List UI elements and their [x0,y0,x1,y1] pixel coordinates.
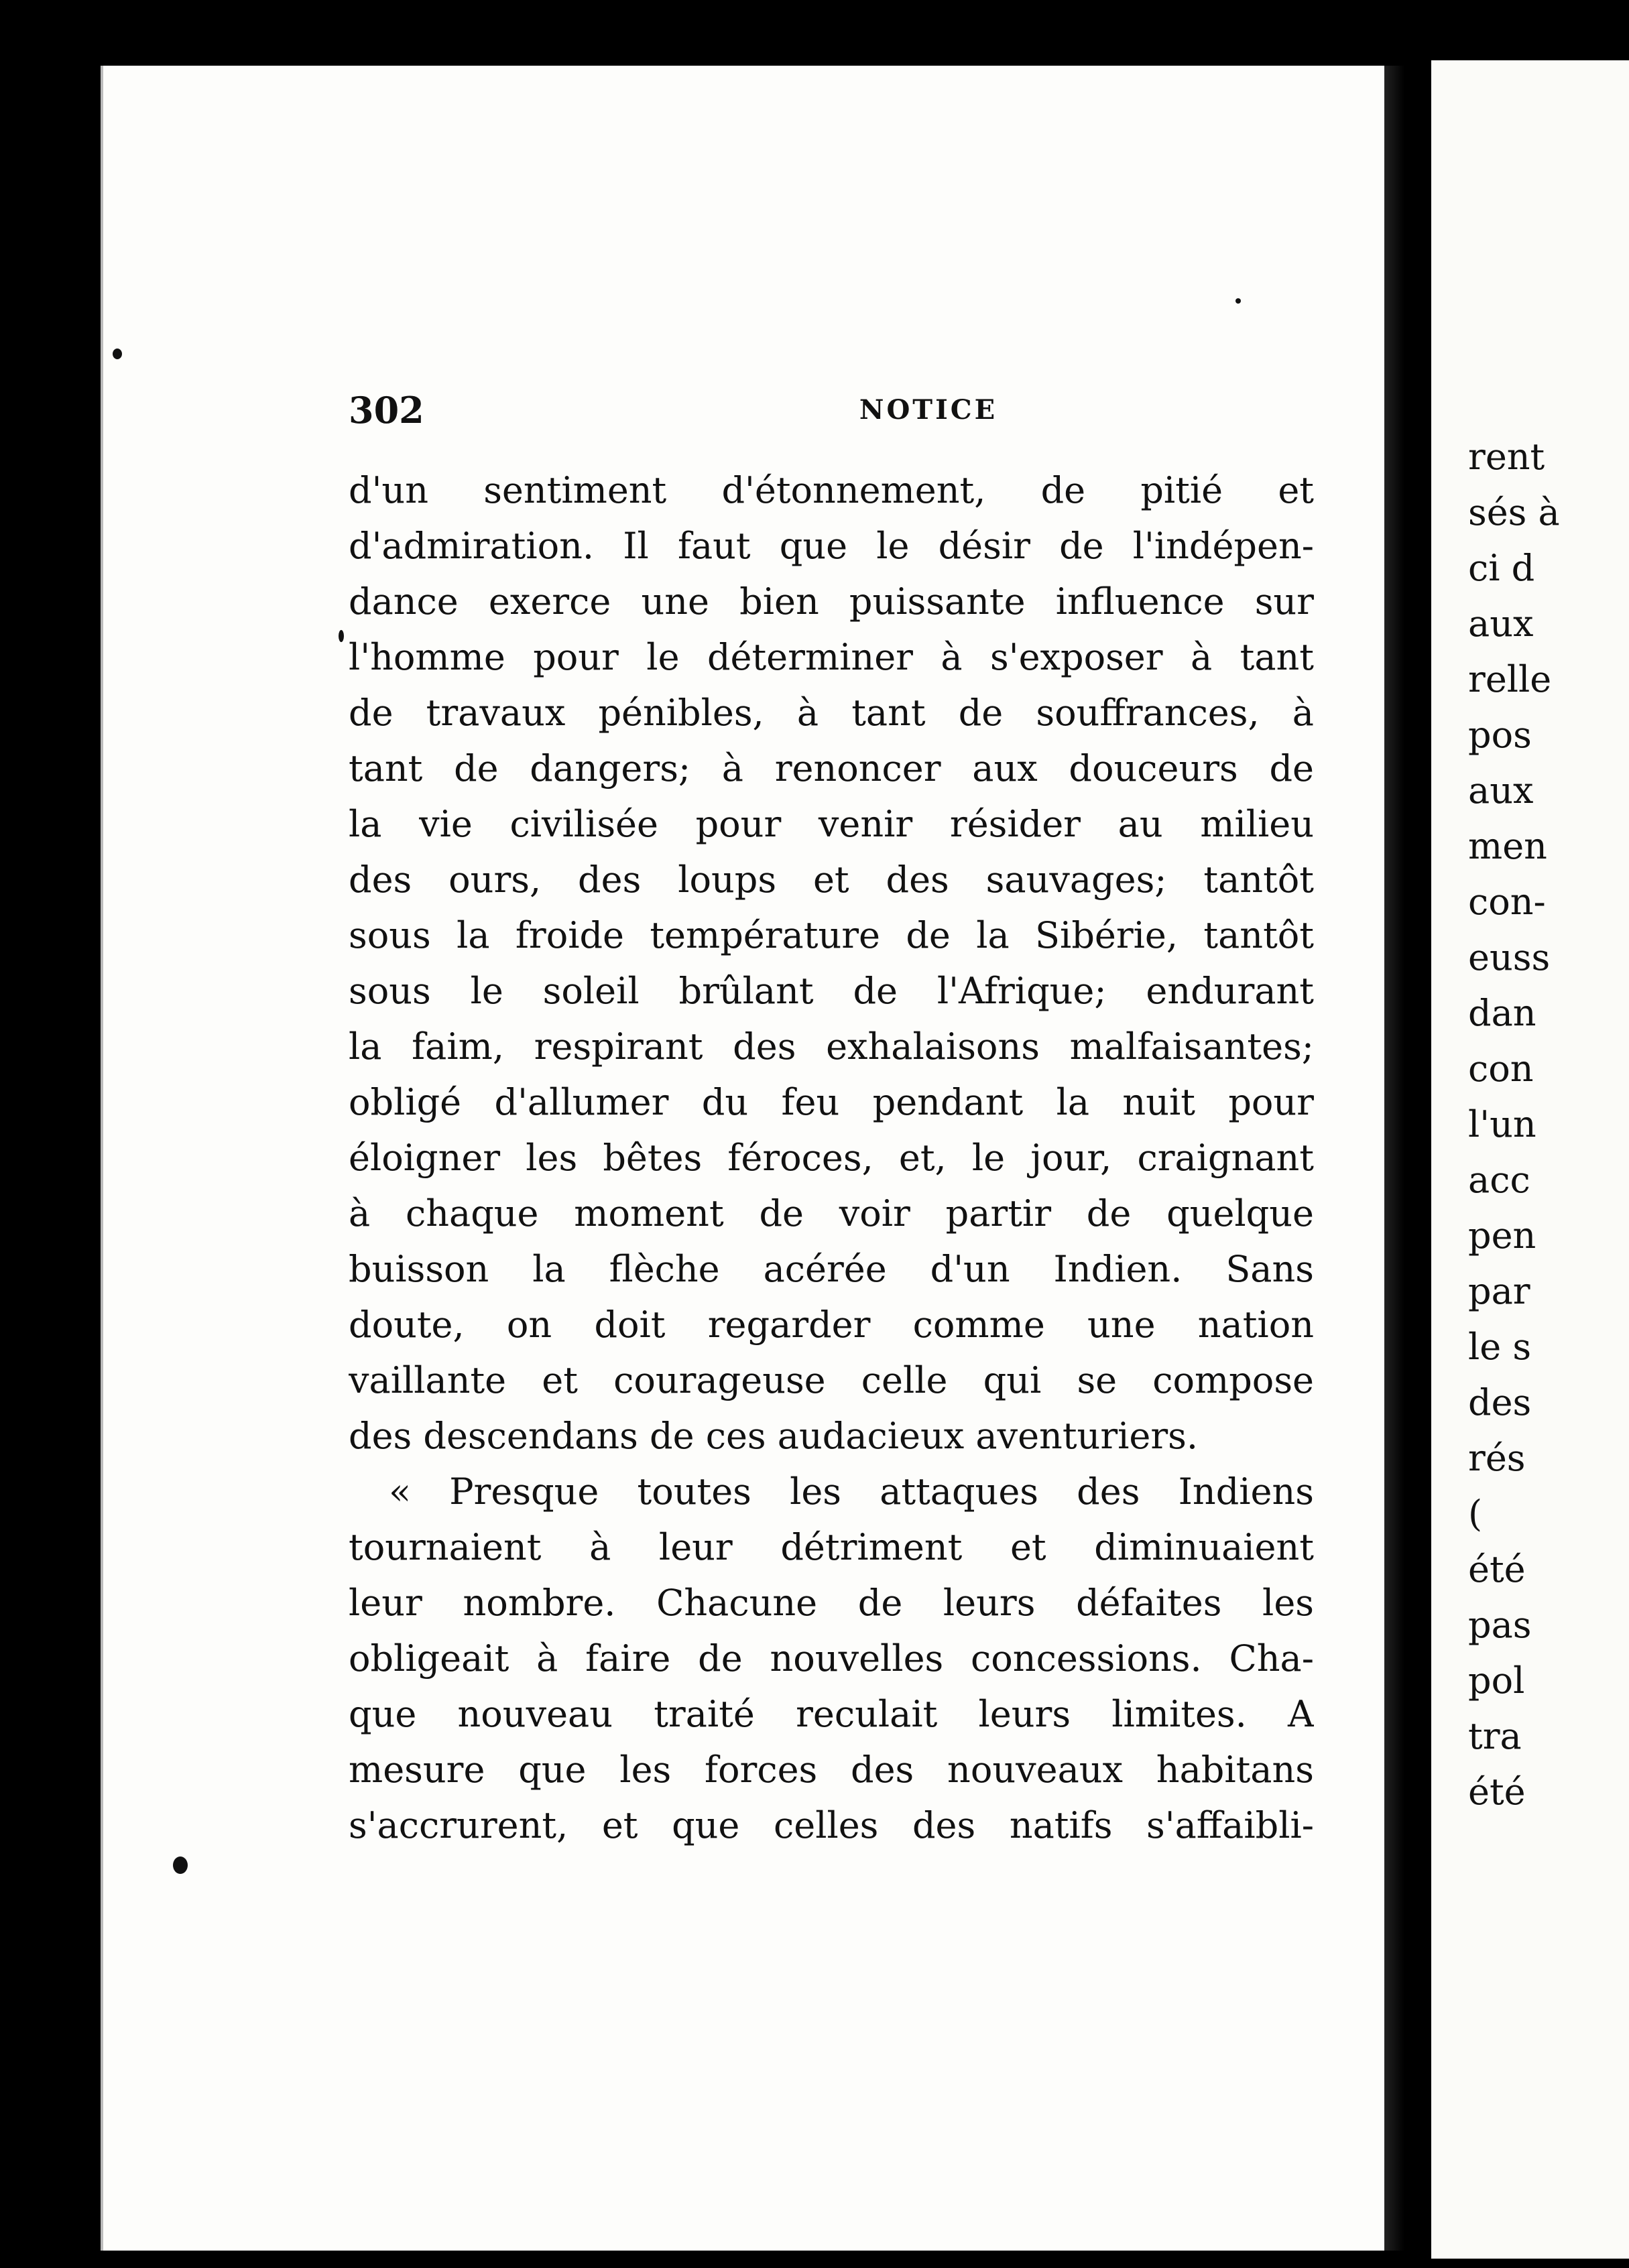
text-line: des descendans de ces audacieux aventuriers. [349,1415,1199,1457]
facing-line: euss [1468,936,1551,979]
text-line: vaillante et courageuse celle qui se compose [349,1359,1314,1401]
facing-line: men [1468,825,1547,867]
facing-line: dan [1468,992,1536,1034]
text-line: dance exerce une bien puissante influence sur [349,580,1314,623]
facing-line: sés à [1468,491,1560,533]
text-line: « Presque toutes les attaques des Indiens [389,1470,1314,1513]
text-line: tournaient à leur détriment et diminuaient [349,1526,1314,1568]
text-line: leur nombre. Chacune de leurs défaites les [349,1582,1314,1624]
facing-line: tra [1468,1715,1522,1757]
text-line: éloigner les bêtes féroces, et, le jour, craignant [349,1137,1314,1179]
text-line: sous la froide température de la Sibérie, tantôt [349,914,1314,956]
text-line: l'homme pour le déterminer à s'exposer à tant [349,636,1314,678]
text-line: à chaque moment de voir partir de quelque [349,1192,1314,1235]
facing-line: con [1468,1048,1534,1090]
facing-line: rés [1468,1437,1526,1479]
facing-page-text [1468,429,1560,1820]
text-line: doute, on doit regarder comme une nation [349,1304,1314,1346]
text-line: d'admiration. Il faut que le désir de l'indépen- [349,525,1314,567]
facing-line: pas [1468,1604,1532,1646]
text-line: obligé d'allumer du feu pendant la nuit pour [349,1081,1314,1123]
text-line: d'un sentiment d'étonnement, de pitié et [349,469,1314,511]
facing-line: été [1468,1548,1526,1590]
ink-speck [173,1856,188,1874]
facing-line: aux [1468,769,1534,812]
facing-line: par [1468,1270,1530,1312]
text-line: la vie civilisée pour venir résider au milieu [349,803,1314,845]
facing-line: pos [1468,714,1532,756]
text-line: buisson la flèche acérée d'un Indien. Sans [349,1248,1314,1290]
text-line: que nouveau traité reculait leurs limites. A [349,1693,1314,1735]
running-head-title: NOTICE [859,394,998,426]
facing-line: été [1468,1771,1526,1813]
text-line: mesure que les forces des nouveaux habitans [349,1749,1314,1791]
facing-line: pol [1468,1659,1525,1702]
text-line: sous le soleil brûlant de l'Afrique; endurant [349,970,1314,1012]
ink-speck [1235,298,1241,304]
facing-line: ( [1468,1493,1483,1535]
text-line: tant de dangers; à renoncer aux douceurs de [349,747,1314,790]
facing-line: ci d [1468,547,1535,589]
facing-line: le s [1468,1326,1532,1368]
facing-line: des [1468,1381,1532,1424]
facing-line: rent [1468,436,1545,478]
facing-line: acc [1468,1159,1530,1201]
text-line: la faim, respirant des exhalaisons malfaisantes; [349,1025,1314,1068]
ink-speck [339,630,344,642]
text-line: obligeait à faire de nouvelles concessions. Cha- [349,1637,1314,1680]
text-line: de travaux pénibles, à tant de souffrances, à [349,692,1314,734]
facing-line: relle [1468,658,1552,700]
facing-line: aux [1468,603,1534,645]
ink-speck [113,349,122,359]
page-number: 302 [349,389,424,432]
facing-line: pen [1468,1214,1536,1257]
facing-line: l'un [1468,1103,1536,1145]
facing-line: con- [1468,881,1546,923]
text-line: des ours, des loups et des sauvages; tantôt [349,859,1314,901]
text-line: s'accrurent, et que celles des natifs s'affaibli- [349,1804,1314,1846]
running-head [349,389,1549,442]
body-text [349,462,1314,1853]
